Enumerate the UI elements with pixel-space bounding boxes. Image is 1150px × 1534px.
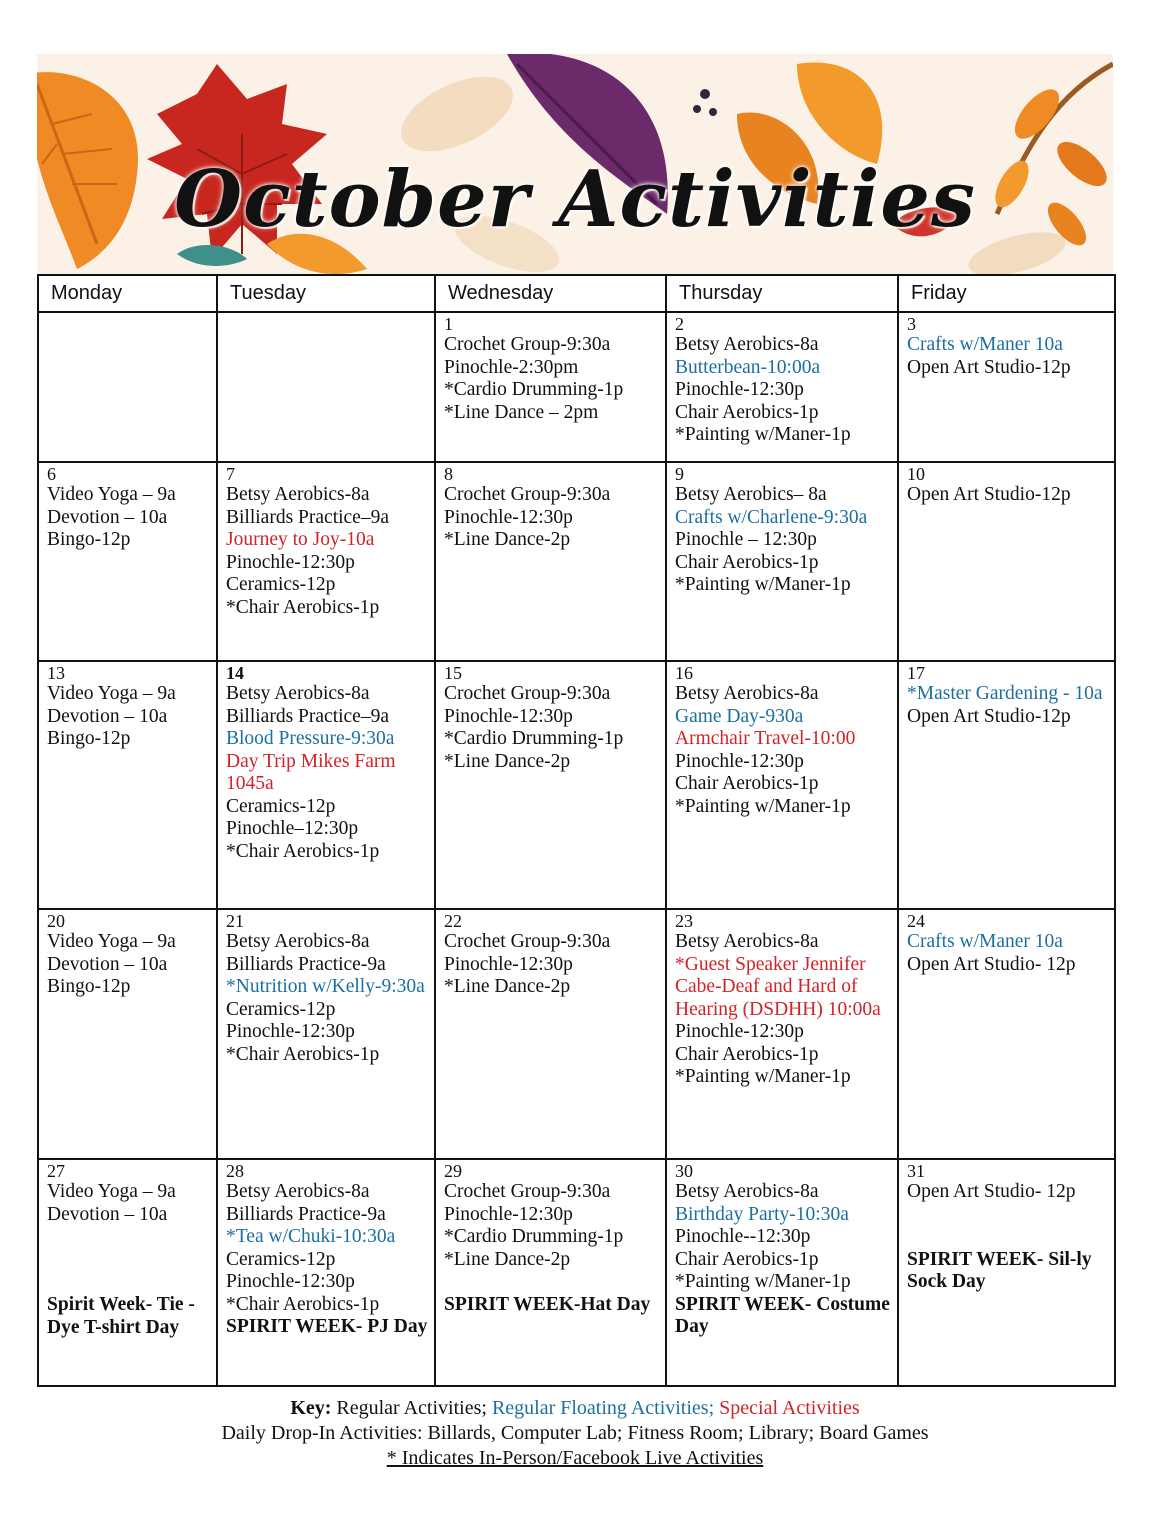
day-number: 21: [226, 911, 244, 931]
activity-item: Betsy Aerobics-8a: [675, 931, 819, 952]
weekday-header-row: [38, 275, 1115, 312]
activity-item: Crochet Group-9:30a: [444, 931, 611, 952]
activity-item: Bingo-12p: [47, 728, 131, 749]
activity-item: Crafts w/Maner 10a: [907, 334, 1063, 355]
weekday-header: Friday: [898, 275, 1115, 312]
activity-item: Billiards Practice-9a: [226, 953, 386, 975]
weekday-header: Tuesday: [217, 275, 435, 312]
activity-item: Betsy Aerobics– 8a: [675, 484, 827, 505]
spirit-week-note: SPIRIT WEEK-Hat Day: [444, 1294, 651, 1315]
key-line: [0, 1396, 1150, 1421]
activity-item: Video Yoga – 9a: [47, 683, 176, 704]
spirit-week-note: SPIRIT WEEK- PJ Day: [226, 1316, 428, 1337]
day-number: 2: [675, 314, 684, 334]
weekday-header: Monday: [38, 275, 217, 312]
day-cell: [217, 312, 435, 462]
activity-item: *Painting w/Maner-1p: [675, 574, 851, 595]
day-number: 9: [675, 464, 684, 484]
activity-item: Pinochle-12:30p: [444, 705, 573, 727]
activity-item: Billiards Practice–9a: [226, 506, 389, 528]
activity-item: Video Yoga – 9a: [47, 484, 176, 505]
header-banner: [37, 54, 1113, 276]
activity-item: Crafts w/Charlene-9:30a: [675, 506, 868, 528]
day-cell: [38, 1159, 217, 1386]
activity-item: *Tea w/Chuki-10:30a: [226, 1226, 396, 1247]
spirit-week-note: SPIRIT WEEK- Costume Day: [675, 1293, 890, 1337]
week-row: [38, 661, 1115, 909]
activity-item: Open Art Studio-12p: [907, 705, 1071, 727]
activity-item: *Cardio Drumming-1p: [444, 1226, 624, 1247]
activity-item: Ceramics-12p: [226, 795, 336, 817]
activity-item: Crochet Group-9:30a: [444, 484, 611, 505]
activity-item: Devotion – 10a: [47, 506, 168, 528]
key-label: Key:: [290, 1397, 332, 1419]
day-cell: [666, 1159, 898, 1386]
activity-item: Betsy Aerobics-8a: [226, 683, 370, 704]
day-cell: [217, 661, 435, 909]
activity-item: Devotion – 10a: [47, 705, 168, 727]
day-cell: [38, 312, 217, 462]
day-cell: [898, 462, 1115, 661]
day-cell: [435, 909, 666, 1159]
activity-item: Betsy Aerobics-8a: [226, 1181, 370, 1202]
activity-item: Pinochle – 12:30p: [675, 529, 817, 550]
activity-item: *Painting w/Maner-1p: [675, 424, 851, 445]
activity-item: Open Art Studio- 12p: [907, 953, 1076, 975]
activity-item: Devotion – 10a: [47, 1203, 168, 1225]
day-cell: [898, 909, 1115, 1159]
activity-item: Video Yoga – 9a: [47, 1181, 176, 1202]
activity-item: Pinochle-12:30p: [675, 379, 804, 400]
day-cell: [217, 462, 435, 661]
day-cell: [435, 462, 666, 661]
activity-item: Chair Aerobics-1p: [675, 773, 819, 794]
activity-item: *Chair Aerobics-1p: [226, 1043, 380, 1065]
page-title: October Activities: [174, 154, 976, 245]
day-number: 10: [907, 464, 925, 484]
activity-item: *Master Gardening - 10a: [907, 683, 1103, 704]
day-cell: [435, 1159, 666, 1386]
day-cell: [666, 462, 898, 661]
activity-item: *Chair Aerobics-1p: [226, 596, 380, 618]
calendar-table: [37, 274, 1116, 1387]
activity-item: *Painting w/Maner-1p: [675, 1271, 851, 1292]
week-row: [38, 1159, 1115, 1386]
activity-item: Chair Aerobics-1p: [675, 551, 819, 573]
activity-item: *Line Dance-2p: [444, 529, 571, 550]
day-number: 27: [47, 1161, 65, 1181]
day-number: 20: [47, 911, 65, 931]
day-cell: [666, 661, 898, 909]
activity-item: Crafts w/Maner 10a: [907, 931, 1063, 952]
activity-item: Betsy Aerobics-8a: [675, 334, 819, 355]
legend-key: [0, 1396, 1150, 1471]
day-number: 16: [675, 663, 693, 683]
day-number: 22: [444, 911, 462, 931]
day-number: 7: [226, 464, 235, 484]
day-cell: [435, 661, 666, 909]
weekday-header: Thursday: [666, 275, 898, 312]
day-number: 8: [444, 464, 453, 484]
activity-item: Ceramics-12p: [226, 574, 336, 595]
activity-item: Devotion – 10a: [47, 953, 168, 975]
activity-item: Crochet Group-9:30a: [444, 683, 611, 704]
activity-item: Billiards Practice–9a: [226, 705, 389, 727]
activity-item: Pinochle-12:30p: [675, 1021, 804, 1042]
activity-item: Pinochle-12:30p: [444, 1203, 573, 1225]
key-floating: Regular Floating Activities;: [491, 1397, 715, 1419]
spirit-week-note: Spirit Week- Tie -Dye T-shirt Day: [47, 1294, 195, 1338]
activity-item: Bingo-12p: [47, 529, 131, 550]
activity-item: Journey to Joy-10a: [226, 529, 375, 550]
day-cell: [217, 1159, 435, 1386]
activity-item: Pinochle-12:30p: [226, 1271, 355, 1292]
day-number: 24: [907, 911, 925, 931]
activity-item: Chair Aerobics-1p: [675, 401, 819, 423]
activity-item: Pinochle-2:30pm: [444, 356, 579, 378]
activity-item: *Line Dance – 2pm: [444, 401, 599, 423]
activity-item: *Chair Aerobics-1p: [226, 840, 380, 862]
activity-item: Ceramics-12p: [226, 1248, 336, 1270]
activity-item: *Painting w/Maner-1p: [675, 1066, 851, 1087]
day-number: 23: [675, 911, 693, 931]
day-number: 28: [226, 1161, 244, 1181]
activity-item: *Cardio Drumming-1p: [444, 728, 624, 749]
activity-item: Video Yoga – 9a: [47, 931, 176, 952]
activity-item: Pinochle–12:30p: [226, 818, 359, 839]
activity-item: Open Art Studio-12p: [907, 356, 1071, 378]
activity-item: *Cardio Drumming-1p: [444, 379, 624, 400]
activity-item: Betsy Aerobics-8a: [226, 484, 370, 505]
spirit-week-note: SPIRIT WEEK- Sil-ly Sock Day: [907, 1248, 1092, 1292]
activity-item: Day Trip Mikes Farm 1045a: [226, 750, 396, 794]
day-number: 30: [675, 1161, 693, 1181]
activity-item: Betsy Aerobics-8a: [226, 931, 370, 952]
activity-item: *Nutrition w/Kelly-9:30a: [226, 976, 425, 997]
activity-item: *Guest Speaker Jennifer Cabe-Deaf and Hard of Hearing (DSDHH) 10:00a: [675, 953, 881, 1020]
activity-item: Butterbean-10:00a: [675, 356, 821, 378]
day-number: 17: [907, 663, 925, 683]
key-regular: Regular Activities;: [336, 1397, 487, 1419]
week-row: [38, 909, 1115, 1159]
week-row: [38, 462, 1115, 661]
day-cell: [666, 909, 898, 1159]
day-cell: [217, 909, 435, 1159]
activity-item: Bingo-12p: [47, 976, 131, 997]
activity-item: Pinochle-12:30p: [226, 551, 355, 573]
day-cell: [38, 909, 217, 1159]
day-number: 3: [907, 314, 916, 334]
activity-item: Blood Pressure-9:30a: [226, 728, 395, 749]
activity-item: Chair Aerobics-1p: [675, 1043, 819, 1065]
day-cell: [898, 1159, 1115, 1386]
weekday-header: Wednesday: [435, 275, 666, 312]
activity-item: Armchair Travel-10:00: [675, 728, 856, 749]
activity-item: Crochet Group-9:30a: [444, 334, 611, 355]
activity-item: Open Art Studio-12p: [907, 484, 1071, 505]
activity-item: *Chair Aerobics-1p: [226, 1293, 380, 1315]
day-number: 6: [47, 464, 56, 484]
activity-item: Ceramics-12p: [226, 998, 336, 1020]
activity-item: Betsy Aerobics-8a: [675, 1181, 819, 1202]
activity-item: Billiards Practice-9a: [226, 1203, 386, 1225]
day-cell: [38, 661, 217, 909]
key-special: Special Activities: [719, 1397, 860, 1419]
activity-item: *Line Dance-2p: [444, 1248, 571, 1270]
day-cell: [38, 462, 217, 661]
activity-item: Pinochle--12:30p: [675, 1226, 811, 1247]
day-cell: [898, 312, 1115, 462]
facebook-live-note: * Indicates In-Person/Facebook Live Activities: [386, 1447, 764, 1469]
activity-item: Chair Aerobics-1p: [675, 1248, 819, 1270]
activity-item: Crochet Group-9:30a: [444, 1181, 611, 1202]
activity-item: *Painting w/Maner-1p: [675, 795, 851, 817]
day-cell: [435, 312, 666, 462]
activity-item: *Line Dance-2p: [444, 750, 571, 772]
day-number: 14: [226, 663, 244, 683]
activity-item: Pinochle-12:30p: [444, 953, 573, 975]
day-number: 29: [444, 1161, 462, 1181]
activity-item: Open Art Studio- 12p: [907, 1181, 1076, 1202]
activity-item: Game Day-930a: [675, 705, 804, 727]
activity-item: Pinochle-12:30p: [675, 750, 804, 772]
activity-item: Pinochle-12:30p: [226, 1021, 355, 1042]
activity-item: Betsy Aerobics-8a: [675, 683, 819, 704]
activity-item: Pinochle-12:30p: [444, 506, 573, 528]
day-number: 15: [444, 663, 462, 683]
activity-item: Birthday Party-10:30a: [675, 1203, 849, 1225]
day-number: 31: [907, 1161, 925, 1181]
day-cell: [666, 312, 898, 462]
day-number: 13: [47, 663, 65, 683]
activity-item: *Line Dance-2p: [444, 976, 571, 997]
week-row: [38, 312, 1115, 462]
dropin-activities: Daily Drop-In Activities: Billards, Computer Lab; Fitness Room; Library; Board Games: [221, 1422, 929, 1444]
day-cell: [898, 661, 1115, 909]
day-number: 1: [444, 314, 453, 334]
